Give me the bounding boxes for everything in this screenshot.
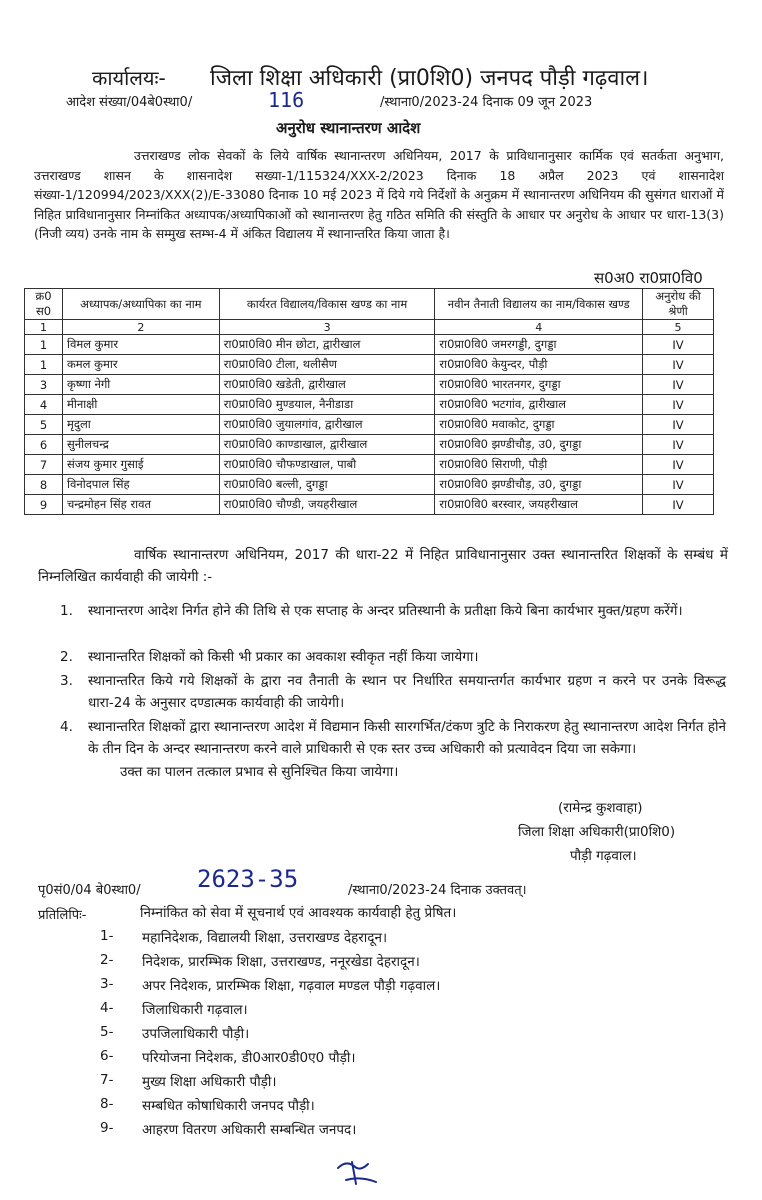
order-title: अनुरोध स्थानान्तरण आदेश	[276, 119, 421, 137]
action-number: 1.	[60, 603, 73, 619]
cell-teacher-name: सुनीलचन्द्र	[62, 435, 219, 455]
cell-category: IV	[643, 435, 714, 455]
cell-new-school: रा0प्रा0वि0 जमरगड्डी, दुगड्डा	[435, 335, 643, 355]
action-number: 2.	[60, 649, 73, 665]
table-row	[25, 375, 714, 395]
table-row	[25, 355, 714, 375]
table-header-row	[25, 289, 714, 320]
recipient-number: 4-	[100, 1000, 114, 1016]
compliance-note: उक्त का पालन तत्काल प्रभाव से सुनिश्चित किया जायेगा।	[120, 764, 399, 780]
cell-new-school: रा0प्रा0वि0 सिराणी, पौड़ी	[435, 455, 643, 475]
cell-current-school: रा0प्रा0वि0 जुयालगांव, द्वारीखाल	[219, 415, 435, 435]
cell-current-school: रा0प्रा0वि0 चौण्डी, जयहरीखाल	[219, 495, 435, 515]
cell-new-school: रा0प्रा0वि0 केयुन्दर, पौड़ी	[435, 355, 643, 375]
recipient-text: महानिदेशक, विद्यालयी शिक्षा, उत्तराखण्ड देहरादून।	[142, 930, 388, 946]
cell-serial: 5	[25, 415, 63, 435]
cell-teacher-name: संजय कुमार गुसाई	[62, 455, 219, 475]
cell-category: IV	[643, 455, 714, 475]
column-number: 5	[643, 320, 714, 335]
header-request-category: अनुरोध की श्रेणी	[643, 289, 714, 320]
cell-category: IV	[643, 475, 714, 495]
cell-new-school: रा0प्रा0वि0 भटगांव, द्वारीखाल	[435, 395, 643, 415]
cell-teacher-name: चन्द्रमोहन सिंह रावत	[62, 495, 219, 515]
action-number: 4.	[60, 719, 73, 735]
cell-serial: 7	[25, 455, 63, 475]
recipient-number: 7-	[100, 1072, 114, 1088]
action-text: स्थानान्तरित किये गये शिक्षकों के द्वारा नव तैनाती के स्थान पर निर्धारित समयान्तर्गत कार्यभार ग्रहण न करने पर उनके विरूद्ध धारा-24 के अनुसार दण्डात्मक कार्यवाही की जायेगी।	[88, 673, 726, 711]
action-text: स्थानान्तरित शिक्षकों द्वारा स्थानान्तरण आदेश में विद्यमान किसी सारगर्भित/टंकण त्रुटि के निराकरण हेतु स्थानान्तरण आदेश निर्गत होने के तीन दिन के अन्दर स्थानान्तरण करने वाले प्राधिकारी से एक स्तर उच्च अधिकारी को प्रत्यावेदन दिया जा सकेगा।	[88, 719, 726, 757]
table-row	[25, 335, 714, 355]
cell-current-school: रा0प्रा0वि0 टीला, थलीसैण	[219, 355, 435, 375]
recipient-number: 9-	[100, 1120, 114, 1136]
recipient-text: जिलाधिकारी गढ़वाल।	[142, 1002, 248, 1018]
cell-category: IV	[643, 355, 714, 375]
intro-paragraph: उत्तराखण्ड लोक सेवकों के लिये वार्षिक स्थानान्तरण अधिनियम, 2017 के प्राविधानानुसार कार्मिक एवं सतर्कता अनुभाग, उत्तराखण्ड शासन के शासनादेश सख्या-1/115324/XXX-2/2023 दिनाक 18 अप्रैल 2023 एवं शासनादेश संख्या-1/120994/2023/XXX(2)/E-33080 दिनाक 10 मई 2023 में दिये गये निर्देशों के अनुक्रम में स्थानान्तरण अधिनियम की सुसंगत धाराओं में निहित प्राविधानानुसार निम्नांकित अध्यापक/अध्यापिकाओं को स्थानान्तरण हेतु गठित समिति की संस्तुति के आधार पर अनुरोध के आधार पर धारा-13(3) (निजी व्यय) उनके नाम के सम्मुख स्तम्भ-4 में अंकित विद्यालय में स्थानान्तरित किया जाता है।	[34, 148, 724, 241]
cell-new-school: रा0प्रा0वि0 झण्डीचौड़, उ0, दुगड्डा	[435, 435, 643, 455]
table-row	[25, 495, 714, 515]
cell-category: IV	[643, 495, 714, 515]
signature-mark	[332, 1150, 382, 1190]
cell-teacher-name: विमल कुमार	[62, 335, 219, 355]
cell-serial: 8	[25, 475, 63, 495]
column-number-row	[25, 320, 714, 335]
cell-serial: 3	[25, 375, 63, 395]
cell-new-school: रा0प्रा0वि0 भारतनगर, दुगड्डा	[435, 375, 643, 395]
recipient-number: 1-	[100, 928, 114, 944]
cell-serial: 1	[25, 335, 63, 355]
action-text: स्थानान्तरित शिक्षकों को किसी भी प्रकार का अवकाश स्वीकृत नहीं किया जायेगा।	[88, 649, 479, 665]
recipient-text: आहरण वितरण अधिकारी सम्बन्धित जनपद।	[142, 1122, 357, 1138]
column-number: 2	[62, 320, 219, 335]
recipient-number: 8-	[100, 1096, 114, 1112]
school-category-label: स0अ0 रा0प्रा0वि0	[594, 269, 703, 287]
column-number: 3	[219, 320, 435, 335]
header-serial: क्र0 स0	[25, 289, 63, 320]
signatory-place: पौड़ी गढ़वाल।	[570, 848, 637, 864]
cell-current-school: रा0प्रा0वि0 चौफण्डाखाल, पाबौ	[219, 455, 435, 475]
recipient-text: मुख्य शिक्षा अधिकारी पौड़ी।	[142, 1074, 277, 1090]
cell-category: IV	[643, 415, 714, 435]
recipient-text: परियोजना निदेशक, डी0आर0डी0ए0 पौड़ी।	[142, 1050, 356, 1066]
header-teacher-name: अध्यापक/अध्यापिका का नाम	[62, 289, 219, 320]
table-row	[25, 455, 714, 475]
order-date: /स्थाना0/2023-24 दिनाक 09 जून 2023	[380, 95, 593, 110]
table-row	[25, 435, 714, 455]
cell-category: IV	[643, 375, 714, 395]
recipient-text: निदेशक, प्रारम्भिक शिक्षा, उत्तराखण्ड, ननूरखेडा देहरादून।	[142, 954, 420, 970]
order-number-prefix: आदेश संख्या/04बे0स्था0/	[66, 95, 193, 110]
recipient-text: अपर निदेशक, प्रारम्भिक शिक्षा, गढ़वाल मण्डल पौड़ी गढ़वाल।	[142, 978, 441, 994]
cell-new-school: रा0प्रा0वि0 झण्डीचौड़, उ0, दुगड्डा	[435, 475, 643, 495]
copy-to-label: प्रतिलिपिः-	[38, 908, 87, 923]
cell-category: IV	[643, 335, 714, 355]
action-text: स्थानान्तरण आदेश निर्गत होने की तिथि से एक सप्ताह के अन्दर प्रतिस्थानी के प्रतीक्षा किये बिना कार्यभार मुक्त/ग्रहण करेंगें।	[88, 603, 683, 619]
cell-new-school: रा0प्रा0वि0 बरस्वार, जयहरीखाल	[435, 495, 643, 515]
cell-teacher-name: मृदुला	[62, 415, 219, 435]
transfer-table	[24, 288, 714, 515]
cell-current-school: रा0प्रा0वि0 काण्डाखाल, द्वारीखाल	[219, 435, 435, 455]
cell-teacher-name: कमल कुमार	[62, 355, 219, 375]
endorsement-prefix: पृ0सं0/04 बे0स्था0/	[38, 883, 141, 898]
cell-serial: 4	[25, 395, 63, 415]
cell-teacher-name: मीनाक्षी	[62, 395, 219, 415]
copy-to-intro: निम्नांकित को सेवा में सूचनार्थ एवं आवश्यक कार्यवाही हेतु प्रेषित।	[140, 905, 457, 921]
action-number: 3.	[60, 673, 73, 689]
column-number: 4	[435, 320, 643, 335]
recipient-text: उपजिलाधिकारी पौड़ी।	[142, 1026, 250, 1042]
recipient-number: 5-	[100, 1024, 114, 1040]
cell-serial: 1	[25, 355, 63, 375]
signatory-name: (रामेन्द्र कुशवाहा)	[558, 800, 643, 816]
office-name: जिला शिक्षा अधिकारी (प्रा0शि0) जनपद पौड़ी गढ़वाल।	[210, 66, 649, 91]
cell-current-school: रा0प्रा0वि0 मुण्डयाल, नैनीडाडा	[219, 395, 435, 415]
cell-serial: 9	[25, 495, 63, 515]
cell-serial: 6	[25, 435, 63, 455]
office-label: कार्यालयः-	[92, 66, 166, 90]
column-number: 1	[25, 320, 63, 335]
order-number-handwritten: 116	[268, 88, 305, 112]
cell-current-school: रा0प्रा0वि0 बल्ली, दुगड्डा	[219, 475, 435, 495]
cell-current-school: रा0प्रा0वि0 खडेती, द्वारीखाल	[219, 375, 435, 395]
recipient-text: सम्बधित कोषाधिकारी जनपद पौड़ी।	[142, 1098, 315, 1114]
table-row	[25, 475, 714, 495]
table-row	[25, 415, 714, 435]
recipient-number: 2-	[100, 952, 114, 968]
cell-teacher-name: विनोदपाल सिंह	[62, 475, 219, 495]
cell-new-school: रा0प्रा0वि0 मवाकोट, दुगड्डा	[435, 415, 643, 435]
header-current-school: कार्यरत विद्यालय/विकास खण्ड का नाम	[219, 289, 435, 320]
header-new-school: नवीन तैनाती विद्यालय का नाम/विकास खण्ड	[435, 289, 643, 320]
endorsement-date: /स्थाना0/2023-24 दिनाक उक्तवत्।	[348, 883, 527, 898]
recipient-number: 3-	[100, 976, 114, 992]
recipient-number: 6-	[100, 1048, 114, 1064]
signatory-designation: जिला शिक्षा अधिकारी(प्रा0शि0)	[518, 824, 676, 840]
action-paragraph: वार्षिक स्थानान्तरण अधिनियम, 2017 की धारा-22 में निहित प्राविधानानुसार उक्त स्थानान्तरित शिक्षकों के सम्बंध में निम्नलिखित कार्यवाही की जायेगी :-	[38, 547, 728, 585]
table-row	[25, 395, 714, 415]
endorsement-number-handwritten: 2623-35	[197, 865, 299, 893]
cell-category: IV	[643, 395, 714, 415]
cell-teacher-name: कृष्णा नेगी	[62, 375, 219, 395]
cell-current-school: रा0प्रा0वि0 मीन छोटा, द्वारीखाल	[219, 335, 435, 355]
